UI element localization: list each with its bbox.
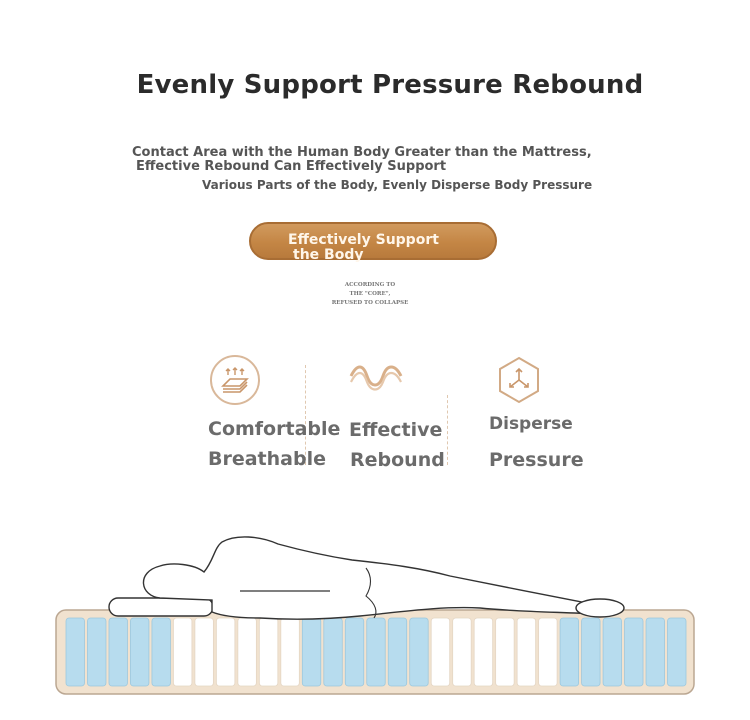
spring-coil — [173, 618, 191, 686]
spring-coil — [496, 618, 514, 686]
description-line-3: Various Parts of the Body, Evenly Disperse Body Pressure — [202, 178, 593, 192]
spring-coil — [646, 618, 664, 686]
spring-coil — [517, 618, 535, 686]
spring-coil — [367, 618, 385, 686]
spring-coil — [625, 618, 643, 686]
spring-coil — [582, 618, 600, 686]
note-line-3: REFUSED TO COLLAPSE — [331, 300, 409, 306]
spring-coil — [238, 618, 256, 686]
breathable-layers-icon — [208, 353, 262, 407]
lying-body-on-mattress-illustration — [0, 520, 750, 720]
feature-2-line-1: Effective — [349, 419, 443, 441]
spring-coil — [216, 618, 234, 686]
feature-1-line-1: Comfortable — [208, 418, 341, 440]
spring-coil — [66, 618, 84, 686]
feature-3-line-2: Pressure — [489, 449, 584, 471]
feature-3-line-1: Disperse — [489, 414, 573, 434]
spring-coil — [302, 618, 320, 686]
spring-coil — [560, 618, 578, 686]
spring-coil — [603, 618, 621, 686]
foot — [576, 599, 624, 617]
rebound-wave-icon — [347, 362, 405, 394]
support-badge-line-2: the Body — [293, 247, 364, 263]
support-badge-line-1: Effectively Support — [288, 232, 439, 248]
spring-coil — [474, 618, 492, 686]
spring-coil — [281, 618, 299, 686]
spring-coil — [195, 618, 213, 686]
feature-divider-2 — [447, 395, 448, 465]
spring-coil — [668, 618, 686, 686]
spring-coil — [324, 618, 342, 686]
description-line-1: Contact Area with the Human Body Greater than the Mattress, — [132, 145, 592, 160]
spring-coil — [539, 618, 557, 686]
spring-coil — [431, 618, 449, 686]
spring-coil — [130, 618, 148, 686]
body-silhouette — [143, 537, 600, 619]
spring-coil — [453, 618, 471, 686]
spring-coil — [259, 618, 277, 686]
spring-coil — [87, 618, 105, 686]
spring-coil — [152, 618, 170, 686]
description-line-2: Effective Rebound Can Effectively Support — [136, 159, 447, 174]
note-line-1: ACCORDING TO — [344, 282, 396, 288]
note-line-2: THE "CORE", — [349, 291, 391, 297]
feature-1-line-2: Breathable — [208, 448, 326, 470]
spring-coil — [388, 618, 406, 686]
spring-coil — [345, 618, 363, 686]
disperse-arrows-hexagon-icon — [496, 355, 542, 405]
pillow — [109, 598, 213, 616]
feature-2-line-2: Rebound — [350, 449, 445, 471]
spring-coil — [410, 618, 428, 686]
spring-coil — [109, 618, 127, 686]
page-title: Evenly Support Pressure Rebound — [136, 70, 644, 100]
